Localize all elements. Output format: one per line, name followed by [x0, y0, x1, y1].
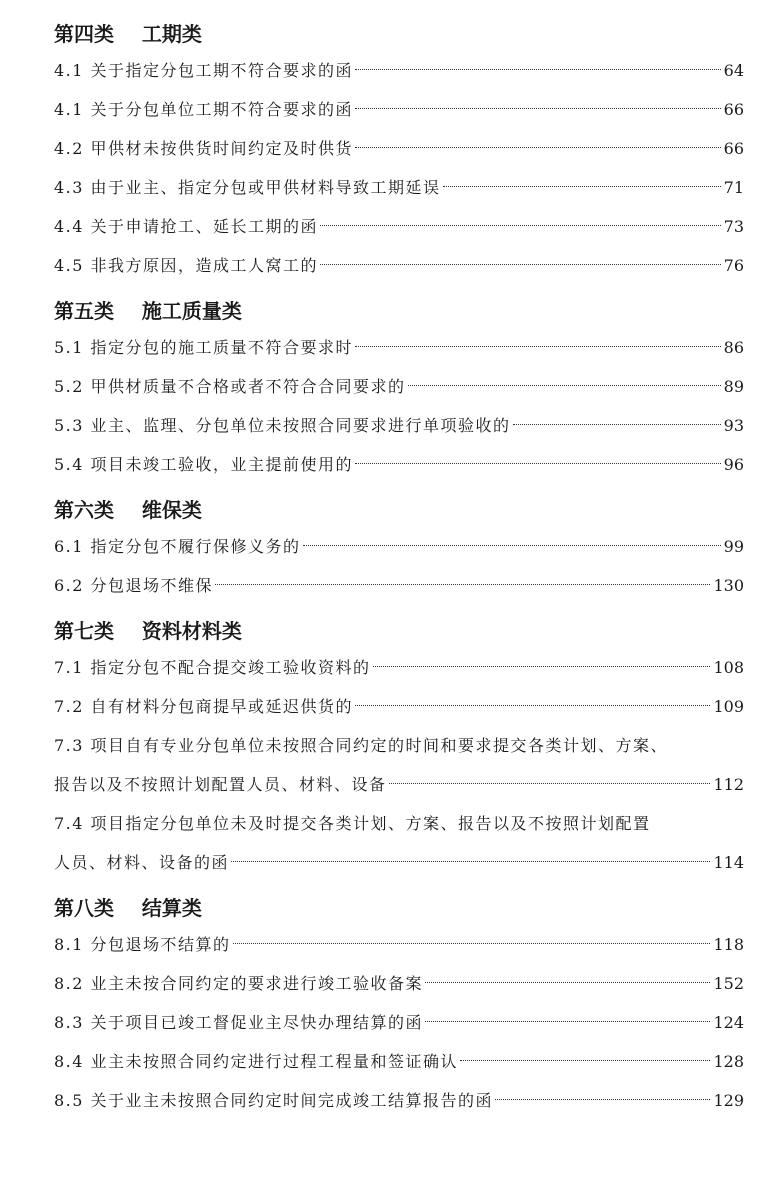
page-number: 96 — [723, 455, 744, 474]
toc-entry[interactable] — [54, 566, 744, 605]
dot-leader — [355, 346, 721, 347]
page-number: 109 — [713, 697, 744, 716]
toc-entry-line — [54, 207, 744, 246]
page-number: 108 — [713, 658, 744, 677]
toc-entry[interactable] — [54, 726, 744, 804]
toc-entry-title: 6.2 分包退场不维保 — [54, 576, 214, 595]
dot-leader — [231, 861, 710, 862]
toc-entry[interactable] — [54, 367, 744, 406]
toc-entry[interactable] — [54, 207, 744, 246]
toc-entry-title: 5.2 甲供材质量不合格或者不符合合同要求的 — [54, 377, 406, 396]
section-heading: 第四类 工期类 — [54, 22, 202, 46]
dot-leader — [355, 463, 721, 464]
toc-entry-title: 8.1 分包退场不结算的 — [54, 935, 231, 954]
page-number: 124 — [713, 1013, 744, 1032]
toc-entry[interactable] — [54, 445, 744, 484]
dot-leader — [460, 1060, 710, 1061]
toc-entry-title: 7.2 自有材料分包商提早或延迟供货的 — [54, 697, 354, 716]
page-number: 89 — [723, 377, 744, 396]
toc-section — [54, 890, 744, 1120]
page-number: 66 — [723, 139, 744, 158]
section-heading: 第六类 维保类 — [54, 498, 202, 522]
toc-entry-line — [54, 843, 744, 882]
toc-section — [54, 492, 744, 605]
page-number: 114 — [713, 853, 744, 872]
dot-leader — [425, 1021, 710, 1022]
toc-entry-line — [54, 964, 744, 1003]
toc-entry-title: 4.2 甲供材未按供货时间约定及时供货 — [54, 139, 354, 158]
toc-entry-title: 5.4 项目未竣工验收，业主提前使用的 — [54, 455, 354, 474]
toc-entry-title: 4.5 非我方原因，造成工人窝工的 — [54, 256, 319, 275]
dot-leader — [443, 186, 721, 187]
toc-entry-title: 6.1 指定分包不履行保修义务的 — [54, 537, 301, 556]
toc-entry[interactable] — [54, 964, 744, 1003]
dot-leader — [215, 584, 710, 585]
page-number: 118 — [713, 935, 744, 954]
toc-entry-line — [54, 1003, 744, 1042]
page-number: 64 — [723, 61, 744, 80]
toc-entry-line — [54, 129, 744, 168]
toc-entry[interactable] — [54, 129, 744, 168]
toc-entry-line — [54, 445, 744, 484]
toc-entry-line — [54, 1081, 744, 1120]
section-heading: 第七类 资料材料类 — [54, 619, 242, 643]
dot-leader — [233, 943, 711, 944]
toc-entry-title: 人员、材料、设备的函 — [54, 853, 230, 872]
dot-leader — [373, 666, 711, 667]
toc-entry-line — [54, 168, 744, 207]
dot-leader — [320, 225, 721, 226]
section-heading: 第五类 施工质量类 — [54, 299, 242, 323]
toc-entry[interactable] — [54, 1003, 744, 1042]
toc-entry-line — [54, 566, 744, 605]
section-heading: 第八类 结算类 — [54, 896, 202, 920]
toc-entry-title: 4.1 关于分包单位工期不符合要求的函 — [54, 100, 354, 119]
toc-entry-line — [54, 51, 744, 90]
toc-entry-line — [54, 328, 744, 367]
toc-entry[interactable] — [54, 1081, 744, 1120]
page-number: 71 — [723, 178, 744, 197]
toc-entry[interactable] — [54, 90, 744, 129]
toc-entry-title-line1: 7.3 项目自有专业分包单位未按照合同约定的时间和要求提交各类计划、方案、 — [54, 736, 669, 755]
toc-entry-line — [54, 367, 744, 406]
dot-leader — [389, 783, 711, 784]
page-number: 73 — [723, 217, 744, 236]
page-number: 129 — [713, 1091, 744, 1110]
dot-leader — [320, 264, 721, 265]
toc-entry[interactable] — [54, 246, 744, 285]
toc-entry[interactable] — [54, 406, 744, 445]
toc-entry[interactable] — [54, 804, 744, 882]
page-number: 128 — [713, 1052, 744, 1071]
toc-entry-line — [54, 1042, 744, 1081]
page-number: 86 — [723, 338, 744, 357]
toc-entry-title-line1: 7.4 项目指定分包单位未及时提交各类计划、方案、报告以及不按照计划配置 — [54, 814, 651, 833]
page-number: 66 — [723, 100, 744, 119]
toc-entry[interactable] — [54, 648, 744, 687]
page-number: 152 — [713, 974, 744, 993]
toc-entry-title: 8.3 关于项目已竣工督促业主尽快办理结算的函 — [54, 1013, 424, 1032]
toc-entry-title: 4.4 关于申请抢工、延长工期的函 — [54, 217, 319, 236]
page-number: 99 — [723, 537, 744, 556]
toc-entry-title: 4.3 由于业主、指定分包或甲供材料导致工期延误 — [54, 178, 441, 197]
toc-entry-title: 8.2 业主未按合同约定的要求进行竣工验收备案 — [54, 974, 424, 993]
page-number: 112 — [713, 775, 744, 794]
page-number: 93 — [723, 416, 744, 435]
toc-entry-line — [54, 90, 744, 129]
dot-leader — [355, 705, 710, 706]
toc-entry[interactable] — [54, 51, 744, 90]
toc-section — [54, 613, 744, 882]
dot-leader — [355, 69, 721, 70]
toc-entry-line — [54, 765, 744, 804]
toc-entry[interactable] — [54, 527, 744, 566]
toc-entry-title: 8.5 关于业主未按照合同约定时间完成竣工结算报告的函 — [54, 1091, 494, 1110]
toc-entry-title: 8.4 业主未按照合同约定进行过程工程量和签证确认 — [54, 1052, 459, 1071]
toc-entry-line — [54, 687, 744, 726]
toc-entry[interactable] — [54, 1042, 744, 1081]
toc-entry[interactable] — [54, 687, 744, 726]
toc-entry-title: 4.1 关于指定分包工期不符合要求的函 — [54, 61, 354, 80]
toc-entry-line — [54, 527, 744, 566]
dot-leader — [408, 385, 721, 386]
dot-leader — [425, 982, 710, 983]
page-number: 76 — [723, 256, 744, 275]
toc-entry-title: 报告以及不按照计划配置人员、材料、设备 — [54, 775, 387, 794]
toc-entry[interactable] — [54, 925, 744, 964]
toc-entry-line — [54, 406, 744, 445]
toc-entry-title: 5.1 指定分包的施工质量不符合要求时 — [54, 338, 354, 357]
dot-leader — [513, 424, 721, 425]
dot-leader — [303, 545, 721, 546]
toc-entry[interactable] — [54, 328, 744, 367]
dot-leader — [355, 147, 721, 148]
toc-section — [54, 16, 744, 285]
toc-section — [54, 293, 744, 484]
page-number: 130 — [713, 576, 744, 595]
toc-entry-line — [54, 246, 744, 285]
toc-entry-line — [54, 648, 744, 687]
dot-leader — [495, 1099, 710, 1100]
toc-entry-line — [54, 925, 744, 964]
dot-leader — [355, 108, 721, 109]
toc-entry-title: 7.1 指定分包不配合提交竣工验收资料的 — [54, 658, 371, 677]
toc-entry-title: 5.3 业主、监理、分包单位未按照合同要求进行单项验收的 — [54, 416, 511, 435]
toc-entry[interactable] — [54, 168, 744, 207]
